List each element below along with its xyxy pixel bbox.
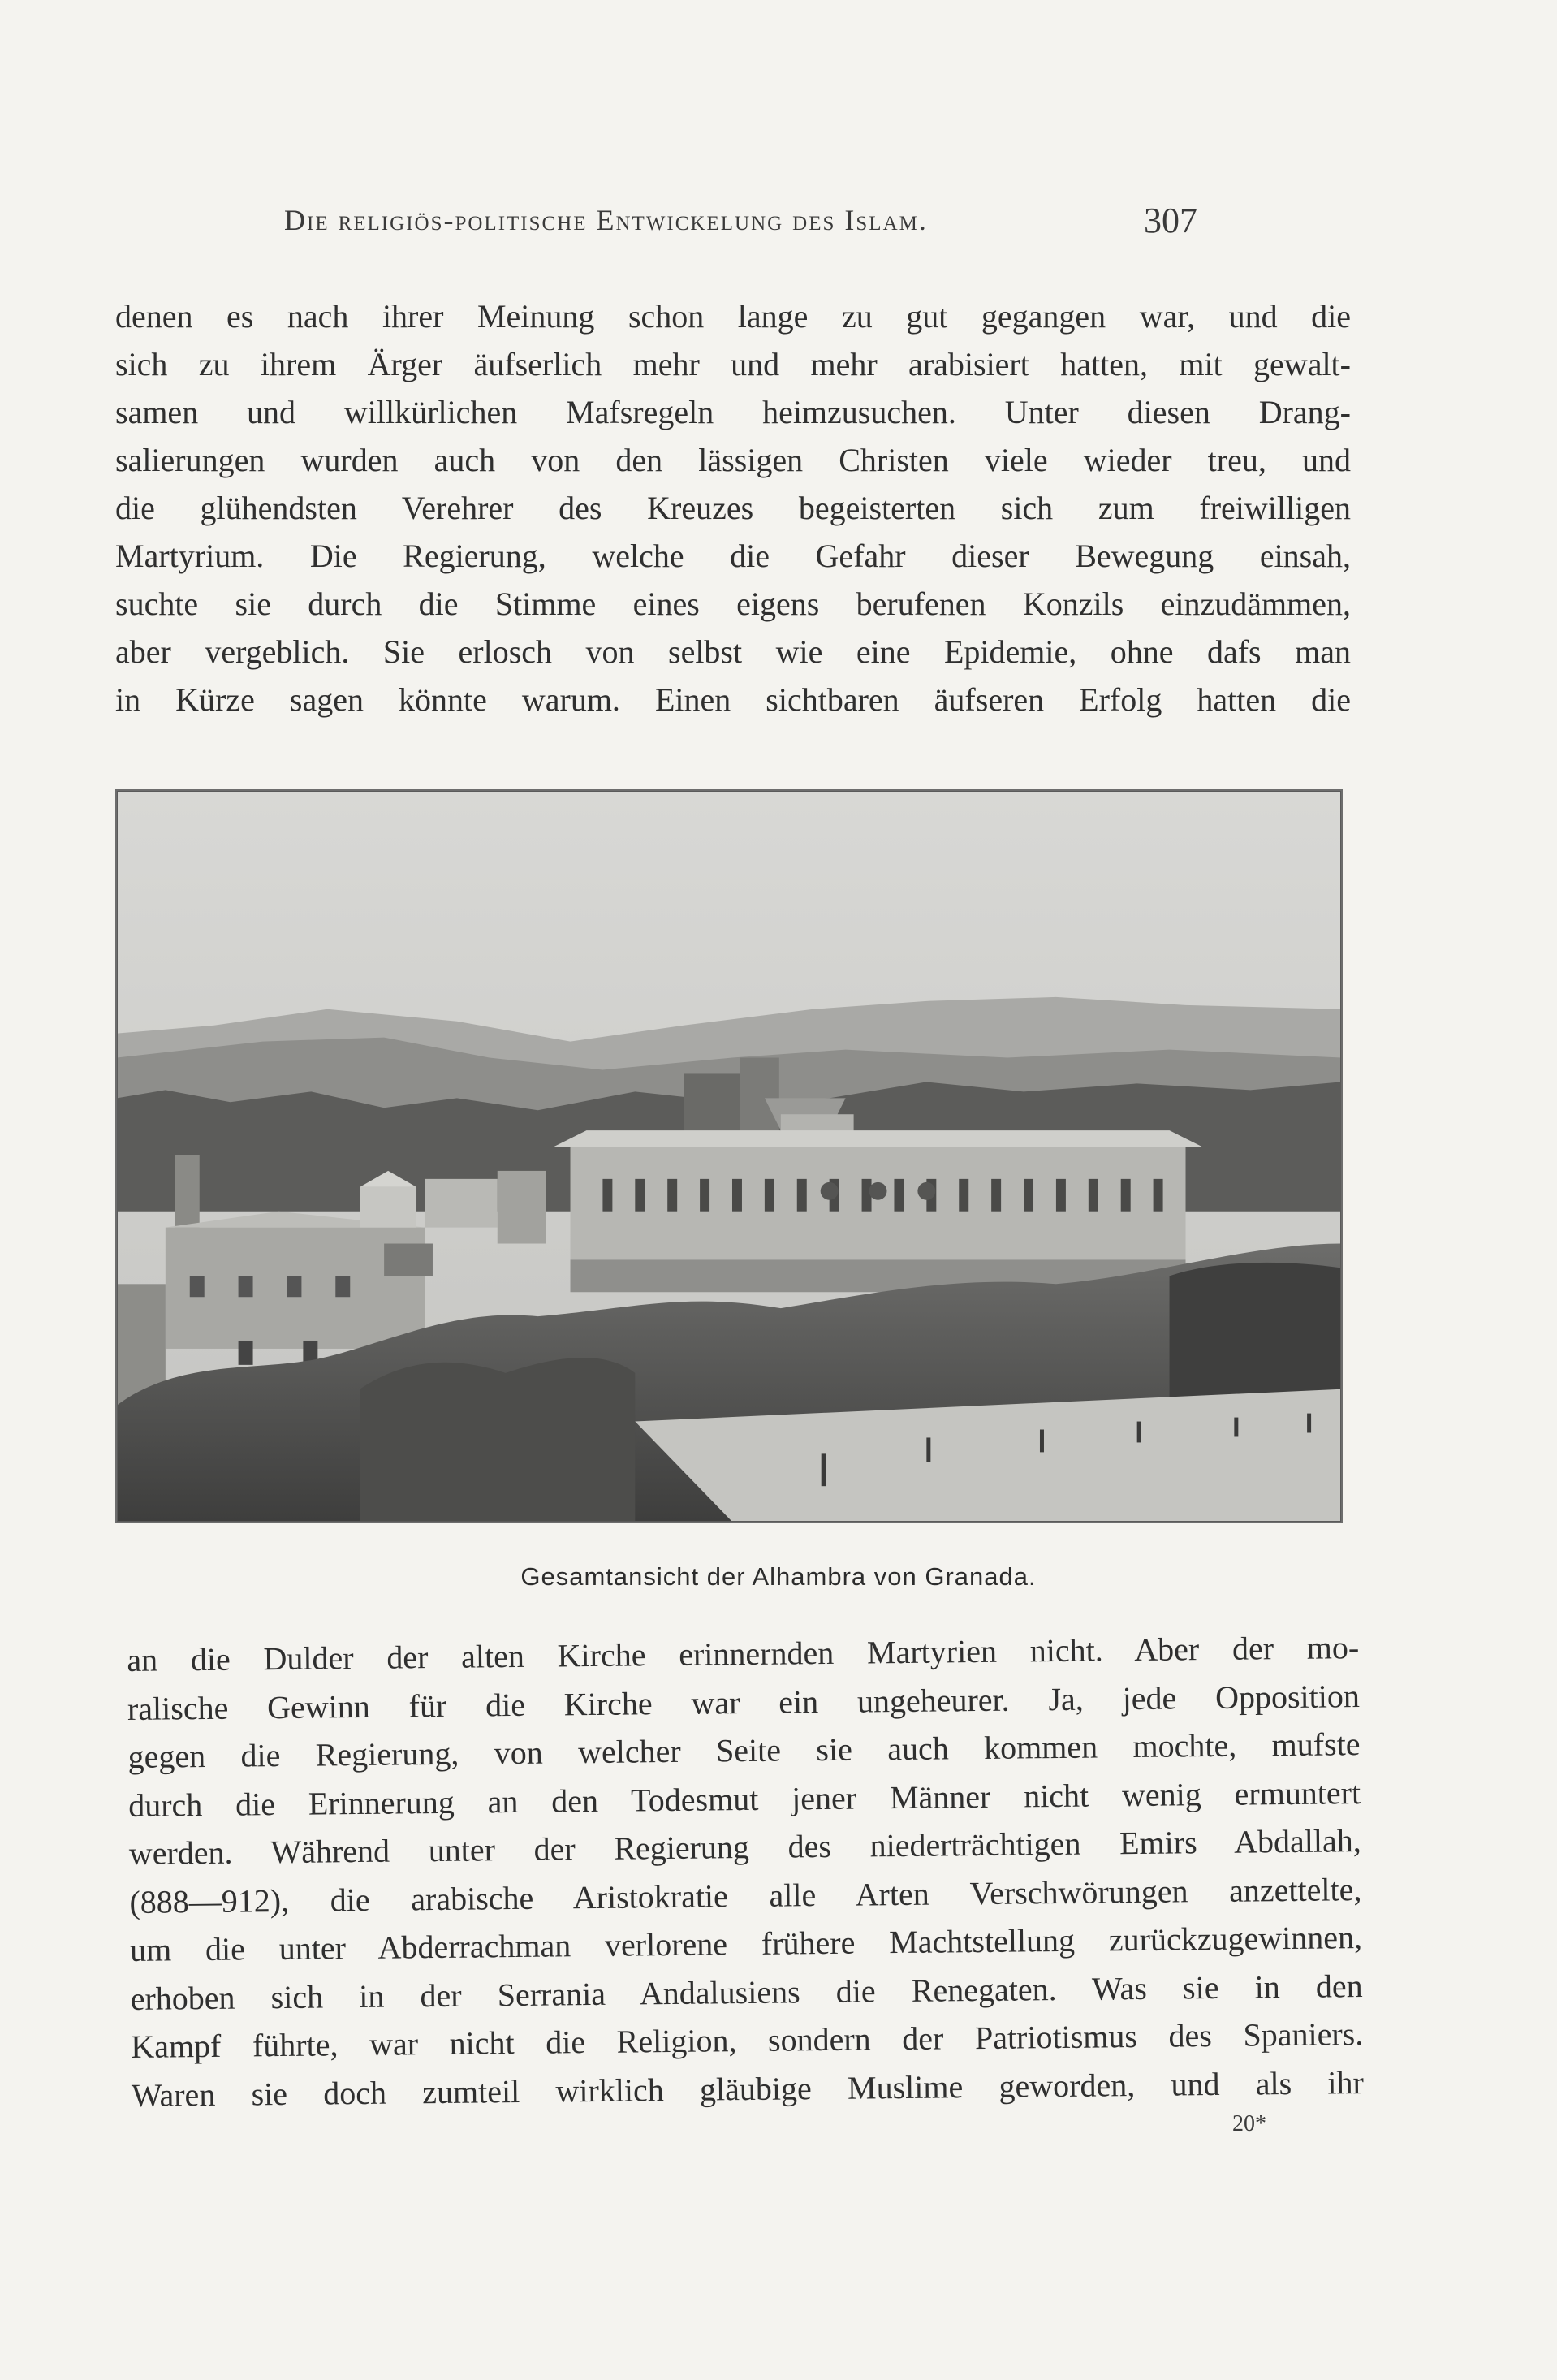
text-line: durch die Erinnerung an den Todesmut jener Männer nicht wenig ermuntert bbox=[127, 1773, 1361, 1824]
running-head bbox=[284, 203, 1197, 252]
text-line: werden. Während unter der Regierung des niederträchtigen Emirs Abdallah, bbox=[128, 1822, 1361, 1872]
page-number: 307 bbox=[1144, 201, 1197, 240]
text-line: Waren sie doch zumteil wirklich gläubige Muslime geworden, und als ihr bbox=[131, 2063, 1365, 2114]
text-line: sich zu ihrem Ärger äufserlich mehr und mehr arabisiert hatten, mit gewalt- bbox=[115, 346, 1351, 382]
printer-signature: 20* bbox=[1232, 2111, 1266, 2136]
text-line: Martyrium. Die Regierung, welche die Gefahr dieser Bewegung einsah, bbox=[115, 538, 1351, 574]
text-line: samen und willkürlichen Mafsregeln heimzusuchen. Unter diesen Drang- bbox=[115, 394, 1351, 430]
text-line: an die Dulder der alten Kirche erinnernden Martyrien nicht. Aber der mo- bbox=[127, 1629, 1360, 1678]
text-line: salierungen wurden auch von den lässigen Christen viele wieder treu, und bbox=[115, 442, 1351, 478]
photograph-illustration bbox=[117, 791, 1341, 1522]
text-line: in Kürze sagen könnte warum. Einen sichtbaren äufseren Erfolg hatten die bbox=[115, 681, 1351, 718]
text-line: ralische Gewinn für die Kirche war ein ungeheurer. Ja, jede Opposition bbox=[127, 1677, 1361, 1727]
running-title: Die religiös-politische Entwickelung des Islam. bbox=[284, 204, 928, 236]
text-line: gegen die Regierung, von welcher Seite sie auch kommen mochte, mufste bbox=[127, 1726, 1361, 1775]
paragraph-bottom bbox=[127, 1623, 1364, 2119]
alhambra-photograph bbox=[115, 789, 1343, 1523]
paragraph-top bbox=[115, 292, 1351, 724]
text-line: erhoben sich in der Serrania Andalusiens die Renegaten. Was sie in den bbox=[130, 1967, 1363, 2017]
text-line: die glühendsten Verehrer des Kreuzes begeisterten sich zum freiwilligen bbox=[115, 490, 1351, 526]
text-line: (888—912), die arabische Aristokratie alle Arten Verschwörungen anzettelte, bbox=[129, 1870, 1362, 1920]
text-line: aber vergeblich. Sie erlosch von selbst wie eine Epidemie, ohne dafs man bbox=[115, 633, 1351, 670]
text-line: denen es nach ihrer Meinung schon lange zu gut gegangen war, und die bbox=[115, 298, 1351, 335]
figure-caption: Gesamtansicht der Alhambra von Granada. bbox=[520, 1562, 1037, 1591]
text-line: suchte sie durch die Stimme eines eigens berufenen Konzils einzudämmen, bbox=[115, 585, 1351, 622]
text-line: Kampf führte, war nicht die Religion, sondern der Patriotismus des Spaniers. bbox=[131, 2015, 1364, 2065]
text-line: um die unter Abderrachman verlorene frühere Machtstellung zurückzugewinnen, bbox=[129, 1919, 1363, 1968]
